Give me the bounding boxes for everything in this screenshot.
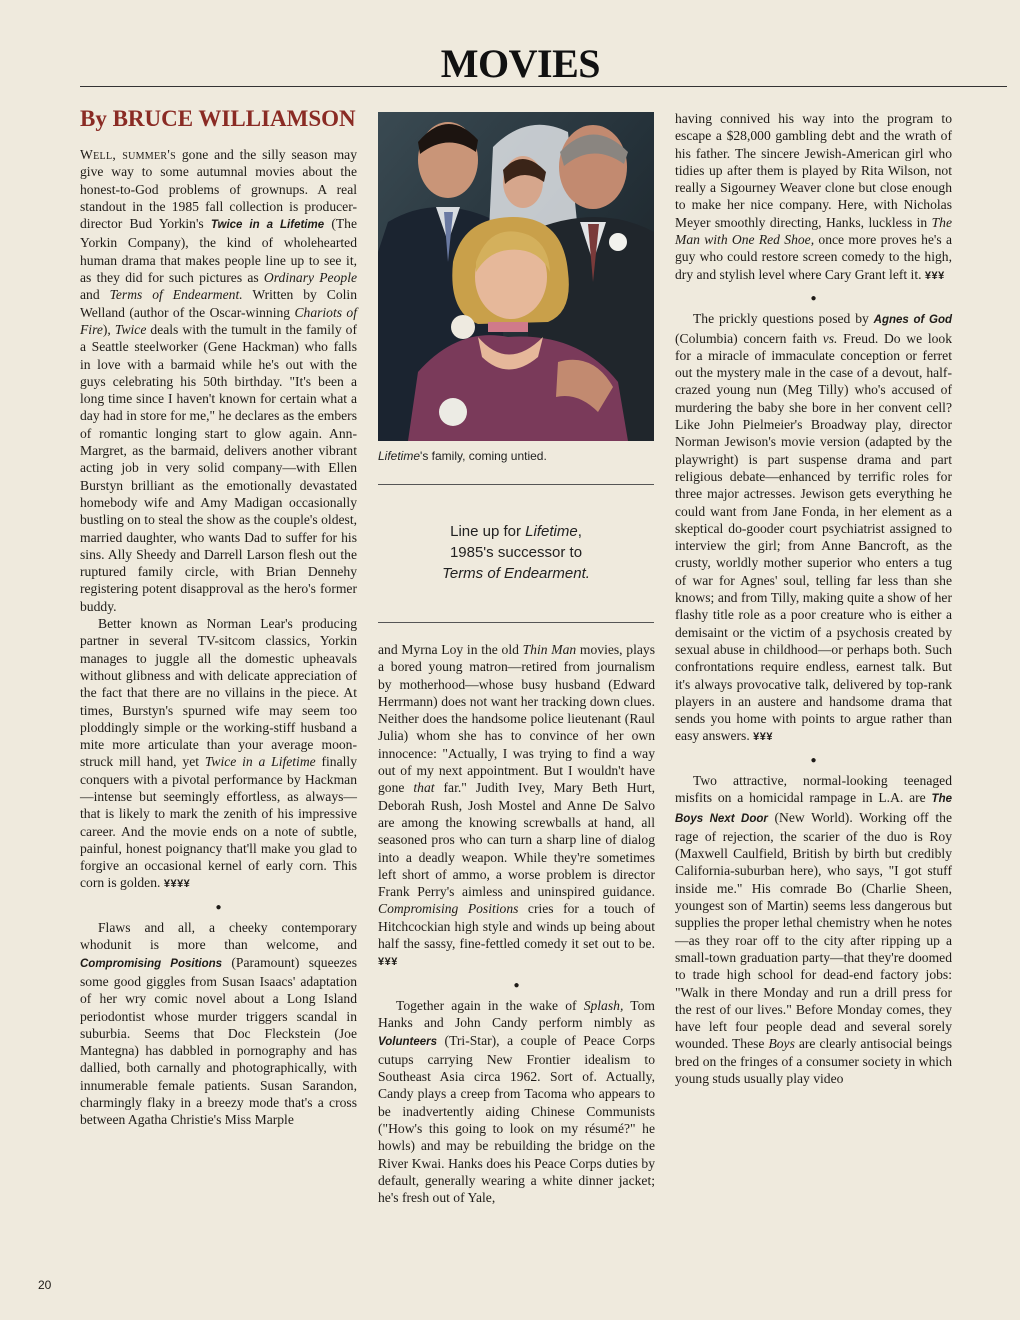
section-bullet: ● (513, 979, 520, 991)
lead-in: Well, summer's (80, 147, 176, 162)
film-title: Compromising Positions (80, 957, 223, 970)
byline: By BRUCE WILLIAMSON (80, 106, 356, 131)
paragraph: Two attractive, normal-looking teenaged misfits on a homicidal rampage in L.A. are The Boys Next Door (New World). Working off the rage of rejection, the scarier of the duo is Roy (Maxwell Caulfield, British by birth but credibly California-suburban here), who says, "I got stuff inside me." His comrade Bo (Charlie Sheen, youngest son of Martin) seems less dangerous but supplies the proper lethal chemistry when he notes—as they roar off to the city after ripping up a small-town graduation party—that they're doomed to trade high school for dead-end factory jobs: "Walk in there Monday and run a drill press for the rest of our lives." Before Monday comes, they have left four people dead and several sorely wounded. These Boys are clearly antisocial beings bred on the fringes of a consumer society in which young studs usually play video (675, 772, 952, 1087)
rating-stars: ¥¥¥¥ (163, 878, 191, 891)
rating-stars: ¥¥¥ (378, 956, 398, 969)
film-title: Twice (114, 321, 147, 337)
section-bullet: ● (810, 754, 817, 766)
page-number: 20 (38, 1278, 52, 1292)
pullquote: Line up for Lifetime, 1985's successor to Terms of Endearment. (442, 523, 590, 582)
paragraph: Flaws and all, a cheeky contemporary whodunit is more than welcome, and Compromising Positions (Paramount) squeezes some good giggles from Susan Isaacs' adaptation of her wry comic novel about a Long Island periodontist whose murder triggers scandal in suburbia. Seems that Doc Fleckstein (Joe Mantegna) has dabbled in pornography and has dallied, both carnally and photographically, with innumerable female patients. Susan Sarandon, charmingly flaky in a breezy mode that's a cross between Agatha Christie's Miss Marple (80, 920, 357, 1128)
film-title: Terms of Endearment. (109, 287, 243, 303)
film-still-photo (378, 112, 654, 441)
film-title: Agnes of God (873, 314, 953, 327)
paragraph: Better known as Norman Lear's producing partner in several TV-sitcom classics, Yorkin manages to juggle all the domestic upheavals without glibness and with delicate appreciation of the fact that there are no villains in the piece. At times, Burstyn's spurned wife may seem too ploddingly simple or the working-stiff husband a mite more articulate than your average moon-struck mill hand, yet Twice in a Lifetime finally conquers with a pivotal performance by Hackman—intense but seemingly effortless, as always—that is likely to mark the zenith of his impressive career. And the movie ends on a note of subtle, painful, honest poignancy that'll make you glad to forgive an occasional kernel of early corn. This corn is golden. ¥¥¥¥ (80, 616, 357, 891)
film-title: Twice in a Lifetime (210, 219, 325, 232)
paragraph: having connived his way into the program to escape a $28,000 gambling debt and the wrath of his father. The sincere Jewish-American girl who tidies up after them is played by Rita Wilson, not really a Sigourney Weaver clone but close enough to make her nice company. Here, with Nicholas Meyer smoothly directing, Hanks, luckless in The Man with One Red Shoe, once more proves he's a guy who could restore screen comedy to the high, dry and stylish level where Cary Grant left it. ¥¥¥ (675, 111, 952, 282)
column-1 (80, 146, 357, 1129)
film-title: Compromising Positions (378, 901, 519, 917)
column-2 (378, 641, 655, 1207)
film-title: The Man with One Red Shoe, (675, 214, 952, 248)
section-bullet: ● (215, 901, 222, 913)
film-title: Boys (768, 1036, 795, 1052)
photo-caption: Lifetime's family, coming untied. (378, 449, 547, 463)
film-title: Thin Man (522, 642, 577, 657)
column-3 (675, 110, 952, 1087)
rating-stars: ¥¥¥ (924, 269, 945, 282)
header-rule (80, 86, 1007, 87)
paragraph: Well, summer's gone and the silly season may give way to some autumnal movies about the honest-to-God problems of grownups. A real standout in the 1985 fall collection is producer-director Bud Yorkin's Twice in a Lifetime (The Yorkin Company), the kind of wholehearted human drama that makes people line up to see it, as they did for such pictures as Ordinary People and Terms of Endearment. Written by Colin Welland (author of the Oscar-winning Chariots of Fire), Twice deals with the tumult in the family of a Seattle steelworker (Gene Hackman) who falls in love with a barmaid while he's out with the guys celebrating his 50th birthday. "It's been a long time since I haven't known for certain what a day had in store for me," he declares as the embers of romantic longing start to glow again. Ann-Margret, as the barmaid, delivers another vibrant acting job in very solid company—with Ellen Burstyn brilliant as the emotionally devastated homebody wife and Amy Madigan occasionally bustling on to steal the show as the couple's oldest, married daughter, who wants Dad to suffer for his sins. Ally Sheedy and Darrell Larson flesh out the ruptured family circle, with Brian Dennehy registering potent disapproval as the hero's former buddy. (80, 147, 357, 614)
paragraph: The prickly questions posed by Agnes of God (Columbia) concern faith vs. Freud. Do we look for a miracle of immaculate conception or ferret out the mystery male in the case of a devout, half-crazed young nun (Meg Tilly) who's accused of murdering the baby she bore in her convent cell? Like John Pielmeier's Broadway play, director Norman Jewison's movie version (adapted by the playwright) is part suspense drama and part religious debate—enhanced by terrific roles for three major actresses. Jewison gets everything he could want from Jane Fonda, in her element as a skeptical do-gooder court psychiatrist assigned to interview the girl; from Anne Bancroft, as the crusty, worldly mother superior who enters a tug of war for Agnes' soul, telling far less than she knows; and from Tilly, making quite a show of her flashy title role as a poor creature who is either a demisaint or the victim of a psychosis created by sexual abuse in childhood—or perhaps both. Such confrontations require endless, earnest talk. But it's always provocative talk, delivered by top-rank players in an austere and handsome drama that sends you home with points to argue rather than easy answers. ¥¥¥ (675, 311, 953, 744)
family-wedding-photo (378, 112, 654, 441)
section-bullet: ● (810, 292, 817, 304)
film-title: The Boys Next Door (675, 793, 952, 825)
film-title: Splash, (583, 997, 624, 1013)
section-title: MOVIES (440, 41, 600, 86)
pullquote-rule-top (378, 484, 654, 485)
paragraph: and Myrna Loy in the old Thin Man movies, plays a bored young matron—retired from journalism by motherhood—whose busy husband (Edward Herrmann) does not want her tracking down clues. Neither does the handsome police lieutenant (Raul Julia) whom she has to convince of her own innocence: "Actually, I was trying to find a way out of my next appointment. But I wouldn't have gone that far." Judith Ivey, Mary Beth Hurt, Deborah Rush, Josh Mostel and Anne De Salvo are among the knowing screwballs at hand, all seasoned pros who can turn a sharp line of dialog into a deadly weapon. While they're sometimes left short of ammo, a worse problem is director Frank Perry's aimless and uninspired guidance. Compromising Positions cries for a touch of Hitchcockian high style and winds up being about half the sassy, fine-fettled comedy it set out to be. ¥¥¥ (378, 642, 656, 969)
pullquote-rule-bottom (378, 622, 654, 623)
paragraph: Together again in the wake of Splash, Tom Hanks and John Candy perform nimbly as Volunteers (Tri-Star), a couple of Peace Corps cutups carrying New Frontier idealism to Southeast Asia circa 1962. Sort of. Actually, Candy plays a creep from Tacoma who appears to be inadvertently aiding Chinese Communists ("How's this going to look on my résumé?" he howls) and may be rebuilding the bridge on the River Kwai. Hanks does his Peace Corps duties by default, generally wearing a white dinner jacket; he's fresh out of Yale, (378, 997, 655, 1206)
film-title: Volunteers (378, 1035, 438, 1048)
rating-stars: ¥¥¥ (753, 731, 773, 744)
film-title: Chariots of Fire (80, 304, 357, 337)
film-title: Twice in a Lifetime (204, 754, 316, 770)
film-title: Ordinary People (263, 270, 357, 286)
